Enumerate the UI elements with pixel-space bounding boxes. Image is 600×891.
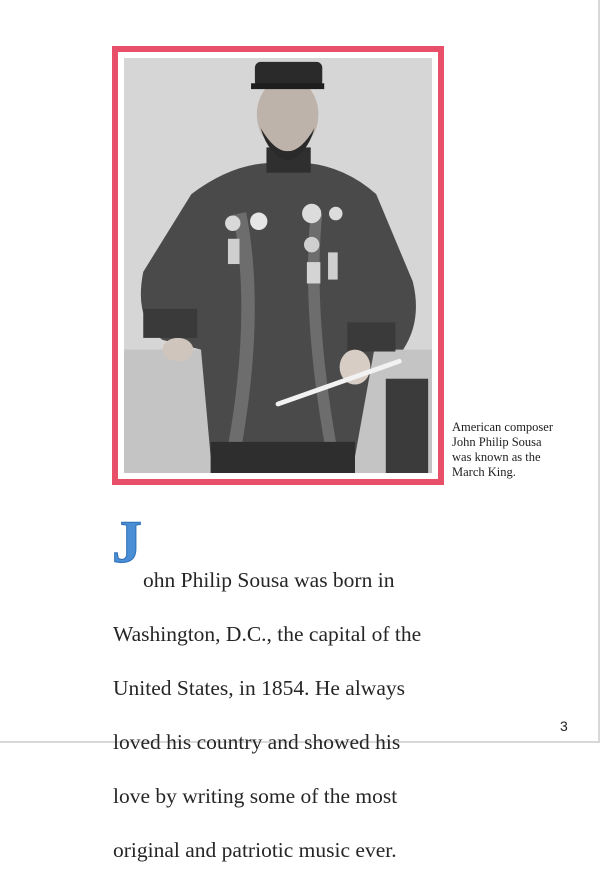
body-line: original and patriotic music ever. bbox=[113, 838, 397, 862]
photo-caption bbox=[452, 420, 592, 480]
photo-frame bbox=[112, 46, 444, 485]
portrait-illustration bbox=[124, 58, 432, 473]
portrait-photo bbox=[124, 58, 432, 473]
body-line: United States, in 1854. He always bbox=[113, 676, 405, 700]
caption-line: was known as the bbox=[452, 450, 541, 464]
caption-line: American composer bbox=[452, 420, 554, 434]
drop-cap: J bbox=[112, 509, 142, 575]
body-line: Washington, D.C., the capital of the bbox=[113, 622, 422, 646]
body-line bbox=[113, 567, 543, 594]
body-line: love by writing some of the most bbox=[113, 784, 398, 808]
body-paragraph bbox=[113, 540, 543, 891]
body-line: loved his country and showed his bbox=[113, 730, 401, 754]
caption-line: John Philip Sousa bbox=[452, 435, 542, 449]
body-line-text: ohn Philip Sousa was born in bbox=[143, 568, 395, 592]
caption-line: March King. bbox=[452, 465, 516, 479]
page-number: 3 bbox=[560, 718, 568, 734]
